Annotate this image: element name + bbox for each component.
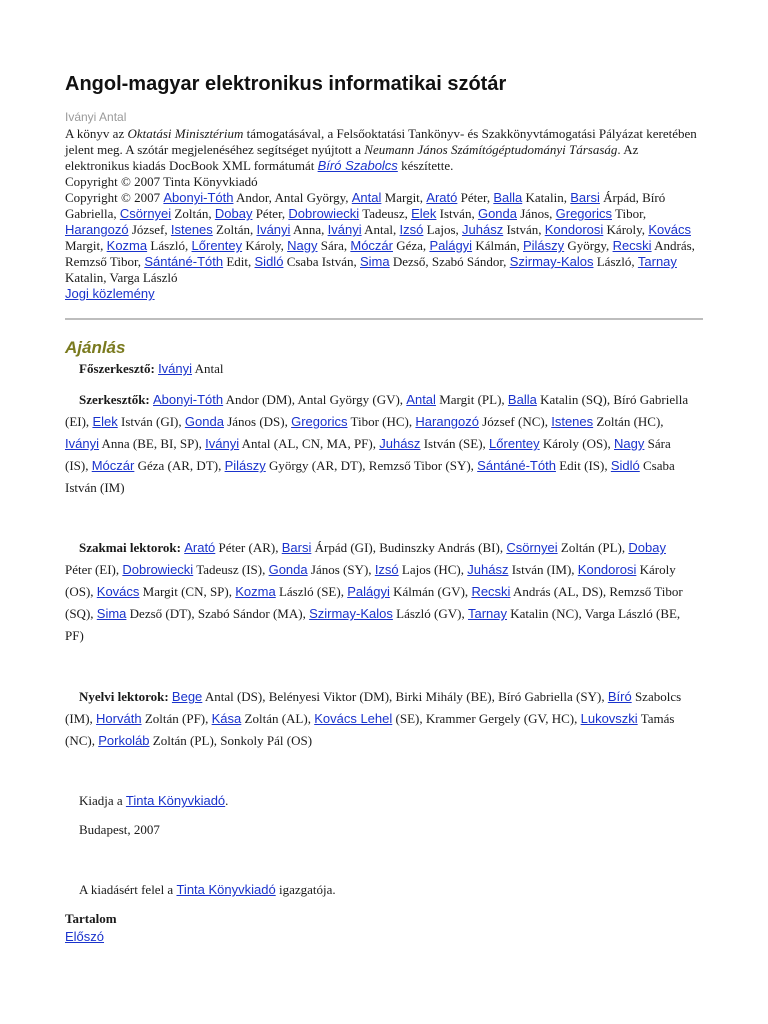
person-link[interactable]: Kovács — [648, 222, 691, 237]
person-link[interactable]: Sidló — [610, 458, 640, 473]
person-details: János (DS), — [223, 414, 292, 429]
person-details: (SE), Krammer Gergely (GV, HC), — [392, 711, 581, 726]
person-link[interactable]: Lőrentey — [191, 238, 243, 253]
person-details: László, — [147, 238, 192, 253]
person-details: József (NC), — [479, 414, 552, 429]
person-link[interactable]: Gregorics — [291, 414, 348, 429]
person-link[interactable]: Kovács Lehel — [314, 711, 393, 726]
publisher-prefix: Kiadja a — [79, 793, 126, 808]
person-details: Péter, — [252, 206, 289, 221]
intro-block — [65, 126, 705, 302]
person-details: Zoltán (PF), — [141, 711, 212, 726]
person-link[interactable]: Horváth — [96, 711, 142, 726]
person-link[interactable]: Barsi — [570, 190, 600, 205]
person-link[interactable]: Juhász — [467, 562, 509, 577]
person-details: Árpád (GI), Budinszky András (BI), — [311, 540, 507, 555]
person-details: László (GV), — [392, 606, 468, 621]
author-name: Iványi Antal — [65, 110, 127, 124]
person-details: László (SE), — [275, 584, 348, 599]
person-link[interactable]: Iványi — [158, 361, 193, 376]
person-details: Károly, — [603, 222, 649, 237]
person-details: Géza, — [392, 238, 430, 253]
person-link[interactable]: Dobrowiecki — [122, 562, 194, 577]
person-details: Péter (EI), — [65, 562, 123, 577]
person-link[interactable]: Juhász — [462, 222, 504, 237]
person-details: Antal, — [361, 222, 400, 237]
person-link[interactable]: Barsi — [281, 540, 312, 555]
person-details: István (SE), — [420, 436, 490, 451]
person-details: Zoltán (PL), — [557, 540, 629, 555]
responsible-prefix: A kiadásért felel a — [79, 882, 177, 897]
reviewers-list — [65, 540, 683, 643]
person-details: Anna, — [290, 222, 328, 237]
editors-label: Szerkesztők: — [79, 392, 150, 407]
reviewers-label: Szakmai lektorok: — [79, 540, 181, 555]
intro-society: Neumann János Számítógéptudományi Társaság — [364, 142, 618, 157]
responsible-publisher-link[interactable]: Tinta Könyvkiadó — [176, 882, 276, 897]
person-link[interactable]: Palágyi — [347, 584, 390, 599]
person-details: Katalin (NC), Varga László (BE, PF) — [65, 606, 681, 643]
person-details: András (AL, DS), Remzső Tibor (SQ), — [65, 584, 683, 621]
intro-text-4: készítette. — [397, 158, 454, 173]
person-link[interactable]: Kondorosi — [544, 222, 604, 237]
person-details: Katalin (SQ), Bíró Gabriella (EI), — [65, 392, 689, 429]
biro-szabolcs-link[interactable]: Bíró Szabolcs — [317, 158, 398, 173]
person-details: Katalin, Varga László — [65, 270, 178, 285]
editor-in-chief-block — [65, 358, 695, 380]
person-details: István, — [503, 222, 545, 237]
person-link[interactable]: Lukovszki — [580, 711, 638, 726]
person-details: István, — [436, 206, 478, 221]
person-details: Lajos (HC), — [398, 562, 468, 577]
person-link[interactable]: Abonyi-Tóth — [153, 392, 224, 407]
person-link[interactable]: Elek — [92, 414, 118, 429]
person-details: Dezső, Szabó Sándor, — [389, 254, 510, 269]
person-details: Kálmán (GV), — [389, 584, 472, 599]
person-link[interactable]: Recski — [612, 238, 652, 253]
person-link[interactable]: Pilászy — [522, 238, 565, 253]
person-details: Zoltán, — [212, 222, 257, 237]
person-link[interactable]: Nagy — [614, 436, 645, 451]
person-details: György, — [564, 238, 613, 253]
person-details: József, — [128, 222, 171, 237]
person-link[interactable]: Nagy — [287, 238, 318, 253]
person-link[interactable]: Dobay — [628, 540, 666, 555]
intro-ministry: Oktatási Minisztérium — [127, 126, 244, 141]
place-year: Budapest, 2007 — [79, 822, 160, 837]
person-link[interactable]: Iványi — [65, 436, 99, 451]
intro-paragraph — [65, 126, 705, 174]
person-link[interactable]: Abonyi-Tóth — [163, 190, 234, 205]
intro-text-2: támogatásával, a Felsőoktatási Tankönyv- és Szakkönyvtámogatási Pályázat keretében jelent meg. A szótár megjelenéséhez segítséget nyújtott a — [65, 126, 697, 157]
person-details: István (GI), — [117, 414, 185, 429]
person-details: Katalin, — [522, 190, 571, 205]
person-details: Dezső (DT), Szabó Sándor (MA), — [126, 606, 310, 621]
editors-list — [65, 392, 688, 495]
person-link[interactable]: Iványi — [205, 436, 240, 451]
person-link[interactable]: Bege — [171, 689, 203, 704]
person-link[interactable]: Gonda — [268, 562, 308, 577]
person-link[interactable]: Istenes — [551, 414, 594, 429]
person-details: Zoltán, — [171, 206, 215, 221]
person-link[interactable]: Iványi — [256, 222, 291, 237]
person-details: Péter (AR), — [215, 540, 282, 555]
responsible-line — [79, 882, 336, 898]
toc-heading: Tartalom — [65, 911, 117, 926]
person-details: János (SY), — [307, 562, 375, 577]
person-details: Margit, — [381, 190, 427, 205]
person-link[interactable]: Sántáné-Tóth — [144, 254, 224, 269]
person-details: Károly (OS), — [65, 562, 676, 599]
person-link[interactable]: Kása — [211, 711, 242, 726]
person-details: Géza (AR, DT), — [134, 458, 225, 473]
page-title: Angol-magyar elektronikus informatikai szótár — [65, 73, 507, 95]
person-link[interactable]: Palágyi — [429, 238, 473, 253]
person-details: Antal (AL, CN, MA, PF), — [239, 436, 380, 451]
person-link[interactable]: Pilászy — [224, 458, 266, 473]
person-link[interactable]: Bíró — [607, 689, 632, 704]
person-link[interactable]: Elek — [411, 206, 437, 221]
person-details: Tadeusz, — [359, 206, 412, 221]
person-details: András, Remzső Tibor, — [65, 238, 695, 269]
person-details: János, — [517, 206, 556, 221]
person-link[interactable]: Gonda — [477, 206, 517, 221]
person-details: Andor, Antal György, — [233, 190, 352, 205]
person-link[interactable]: Antal — [351, 190, 382, 205]
publisher-line — [79, 793, 228, 809]
person-details: Tadeusz (IS), — [193, 562, 269, 577]
person-details: Edit, — [223, 254, 255, 269]
person-link[interactable]: Arató — [426, 190, 458, 205]
person-details: Tibor, — [612, 206, 647, 221]
intro-text-3: . Az elektronikus kiadás DocBook XML formátumát — [65, 142, 639, 173]
person-link[interactable]: Juhász — [379, 436, 421, 451]
person-details: István (IM), — [508, 562, 578, 577]
publisher-suffix: . — [225, 793, 229, 808]
copyright-author-list — [65, 190, 695, 285]
person-link[interactable]: Recski — [471, 584, 511, 599]
person-link[interactable]: Csörnyei — [119, 206, 172, 221]
person-link[interactable]: Arató — [184, 540, 216, 555]
copyright-1: Copyright © 2007 Tinta Könyvkiadó — [65, 174, 258, 189]
person-link[interactable]: Móczár — [91, 458, 135, 473]
person-link[interactable]: Gonda — [184, 414, 224, 429]
person-details: Csaba István, — [283, 254, 360, 269]
person-details: Károly (OS), — [539, 436, 615, 451]
person-details: György (AR, DT), Remzső Tibor (SY), — [265, 458, 478, 473]
person-details: Zoltán (AL), — [241, 711, 315, 726]
person-details: Margit (PL), — [435, 392, 508, 407]
person-details: Tibor (HC), — [347, 414, 416, 429]
language-reviewers-block — [65, 686, 695, 752]
person-link[interactable]: Balla — [493, 190, 523, 205]
person-link[interactable]: Sántáné-Tóth — [477, 458, 556, 473]
person-link[interactable]: Szirmay-Kalos — [509, 254, 594, 269]
copyright-2-prefix: Copyright © 2007 — [65, 190, 161, 205]
toc-link-foreword[interactable]: Előszó — [65, 929, 105, 944]
person-link[interactable]: Porkoláb — [98, 733, 150, 748]
person-link[interactable]: Sima — [96, 606, 127, 621]
person-details: Antal (DS), Belényesi Viktor (DM), Birki Mihály (BE), Bíró Gabriella (SY), — [202, 689, 608, 704]
person-link[interactable]: Harangozó — [415, 414, 479, 429]
person-link[interactable]: Móczár — [350, 238, 393, 253]
reviewers-block — [65, 537, 695, 647]
person-link[interactable]: Kovács — [96, 584, 140, 599]
person-link[interactable]: Izsó — [399, 222, 424, 237]
section-title: Ajánlás — [65, 338, 126, 357]
person-link[interactable]: Lőrentey — [489, 436, 540, 451]
person-details: Szabolcs (IM), — [65, 689, 682, 726]
editors-block — [65, 389, 695, 499]
person-link[interactable]: Szirmay-Kalos — [309, 606, 393, 621]
person-link[interactable]: Izsó — [374, 562, 399, 577]
editor-in-chief-label: Főszerkesztő: — [79, 361, 155, 376]
person-link[interactable]: Dobrowiecki — [288, 206, 360, 221]
person-link[interactable]: Kondorosi — [577, 562, 637, 577]
person-link[interactable]: Harangozó — [65, 222, 129, 237]
person-link[interactable]: Dobay — [214, 206, 253, 221]
person-link[interactable]: Iványi — [327, 222, 362, 237]
person-link[interactable]: Tarnay — [467, 606, 508, 621]
person-details: Károly, — [242, 238, 288, 253]
person-link[interactable]: Tarnay — [637, 254, 677, 269]
person-link[interactable]: Kozma — [106, 238, 148, 253]
person-link[interactable]: Sima — [359, 254, 390, 269]
person-details: Andor (DM), Antal György (GV), — [223, 392, 407, 407]
publisher-link[interactable]: Tinta Könyvkiadó — [125, 793, 226, 808]
person-details: Anna (BE, BI, SP), — [98, 436, 206, 451]
person-link[interactable]: Kozma — [235, 584, 276, 599]
person-details: Péter, — [457, 190, 494, 205]
person-details: Csaba István (IM) — [65, 458, 675, 495]
editor-in-chief-list — [158, 361, 223, 376]
language-reviewers-label: Nyelvi lektorok: — [79, 689, 169, 704]
person-link[interactable]: Antal — [406, 392, 436, 407]
person-details: Margit (CN, SP), — [139, 584, 236, 599]
person-link[interactable]: Gregorics — [555, 206, 612, 221]
person-details: Sára, — [317, 238, 351, 253]
person-link[interactable]: Sidló — [254, 254, 284, 269]
person-details: Kálmán, — [472, 238, 523, 253]
responsible-suffix: igazgatója. — [275, 882, 336, 897]
person-details: Zoltán (PL), Sonkoly Pál (OS) — [149, 733, 313, 748]
person-details: Edit (IS), — [555, 458, 611, 473]
person-details: Antal — [192, 361, 224, 376]
person-details: Lajos, — [423, 222, 463, 237]
person-link[interactable]: Istenes — [170, 222, 213, 237]
legal-notice-link[interactable]: Jogi közlemény — [65, 286, 155, 301]
person-details: Tamás (NC), — [65, 711, 675, 748]
person-link[interactable]: Csörnyei — [506, 540, 558, 555]
person-details: Margit, — [65, 238, 107, 253]
copyright-2 — [65, 190, 705, 286]
person-details: Zoltán (HC), — [593, 414, 664, 429]
person-details: Árpád, Bíró Gabriella, — [65, 190, 666, 221]
person-details: Sára (IS), — [65, 436, 671, 473]
intro-text-1: A könyv az — [65, 126, 128, 141]
divider — [65, 318, 703, 320]
person-link[interactable]: Balla — [507, 392, 537, 407]
person-details: László, — [593, 254, 638, 269]
